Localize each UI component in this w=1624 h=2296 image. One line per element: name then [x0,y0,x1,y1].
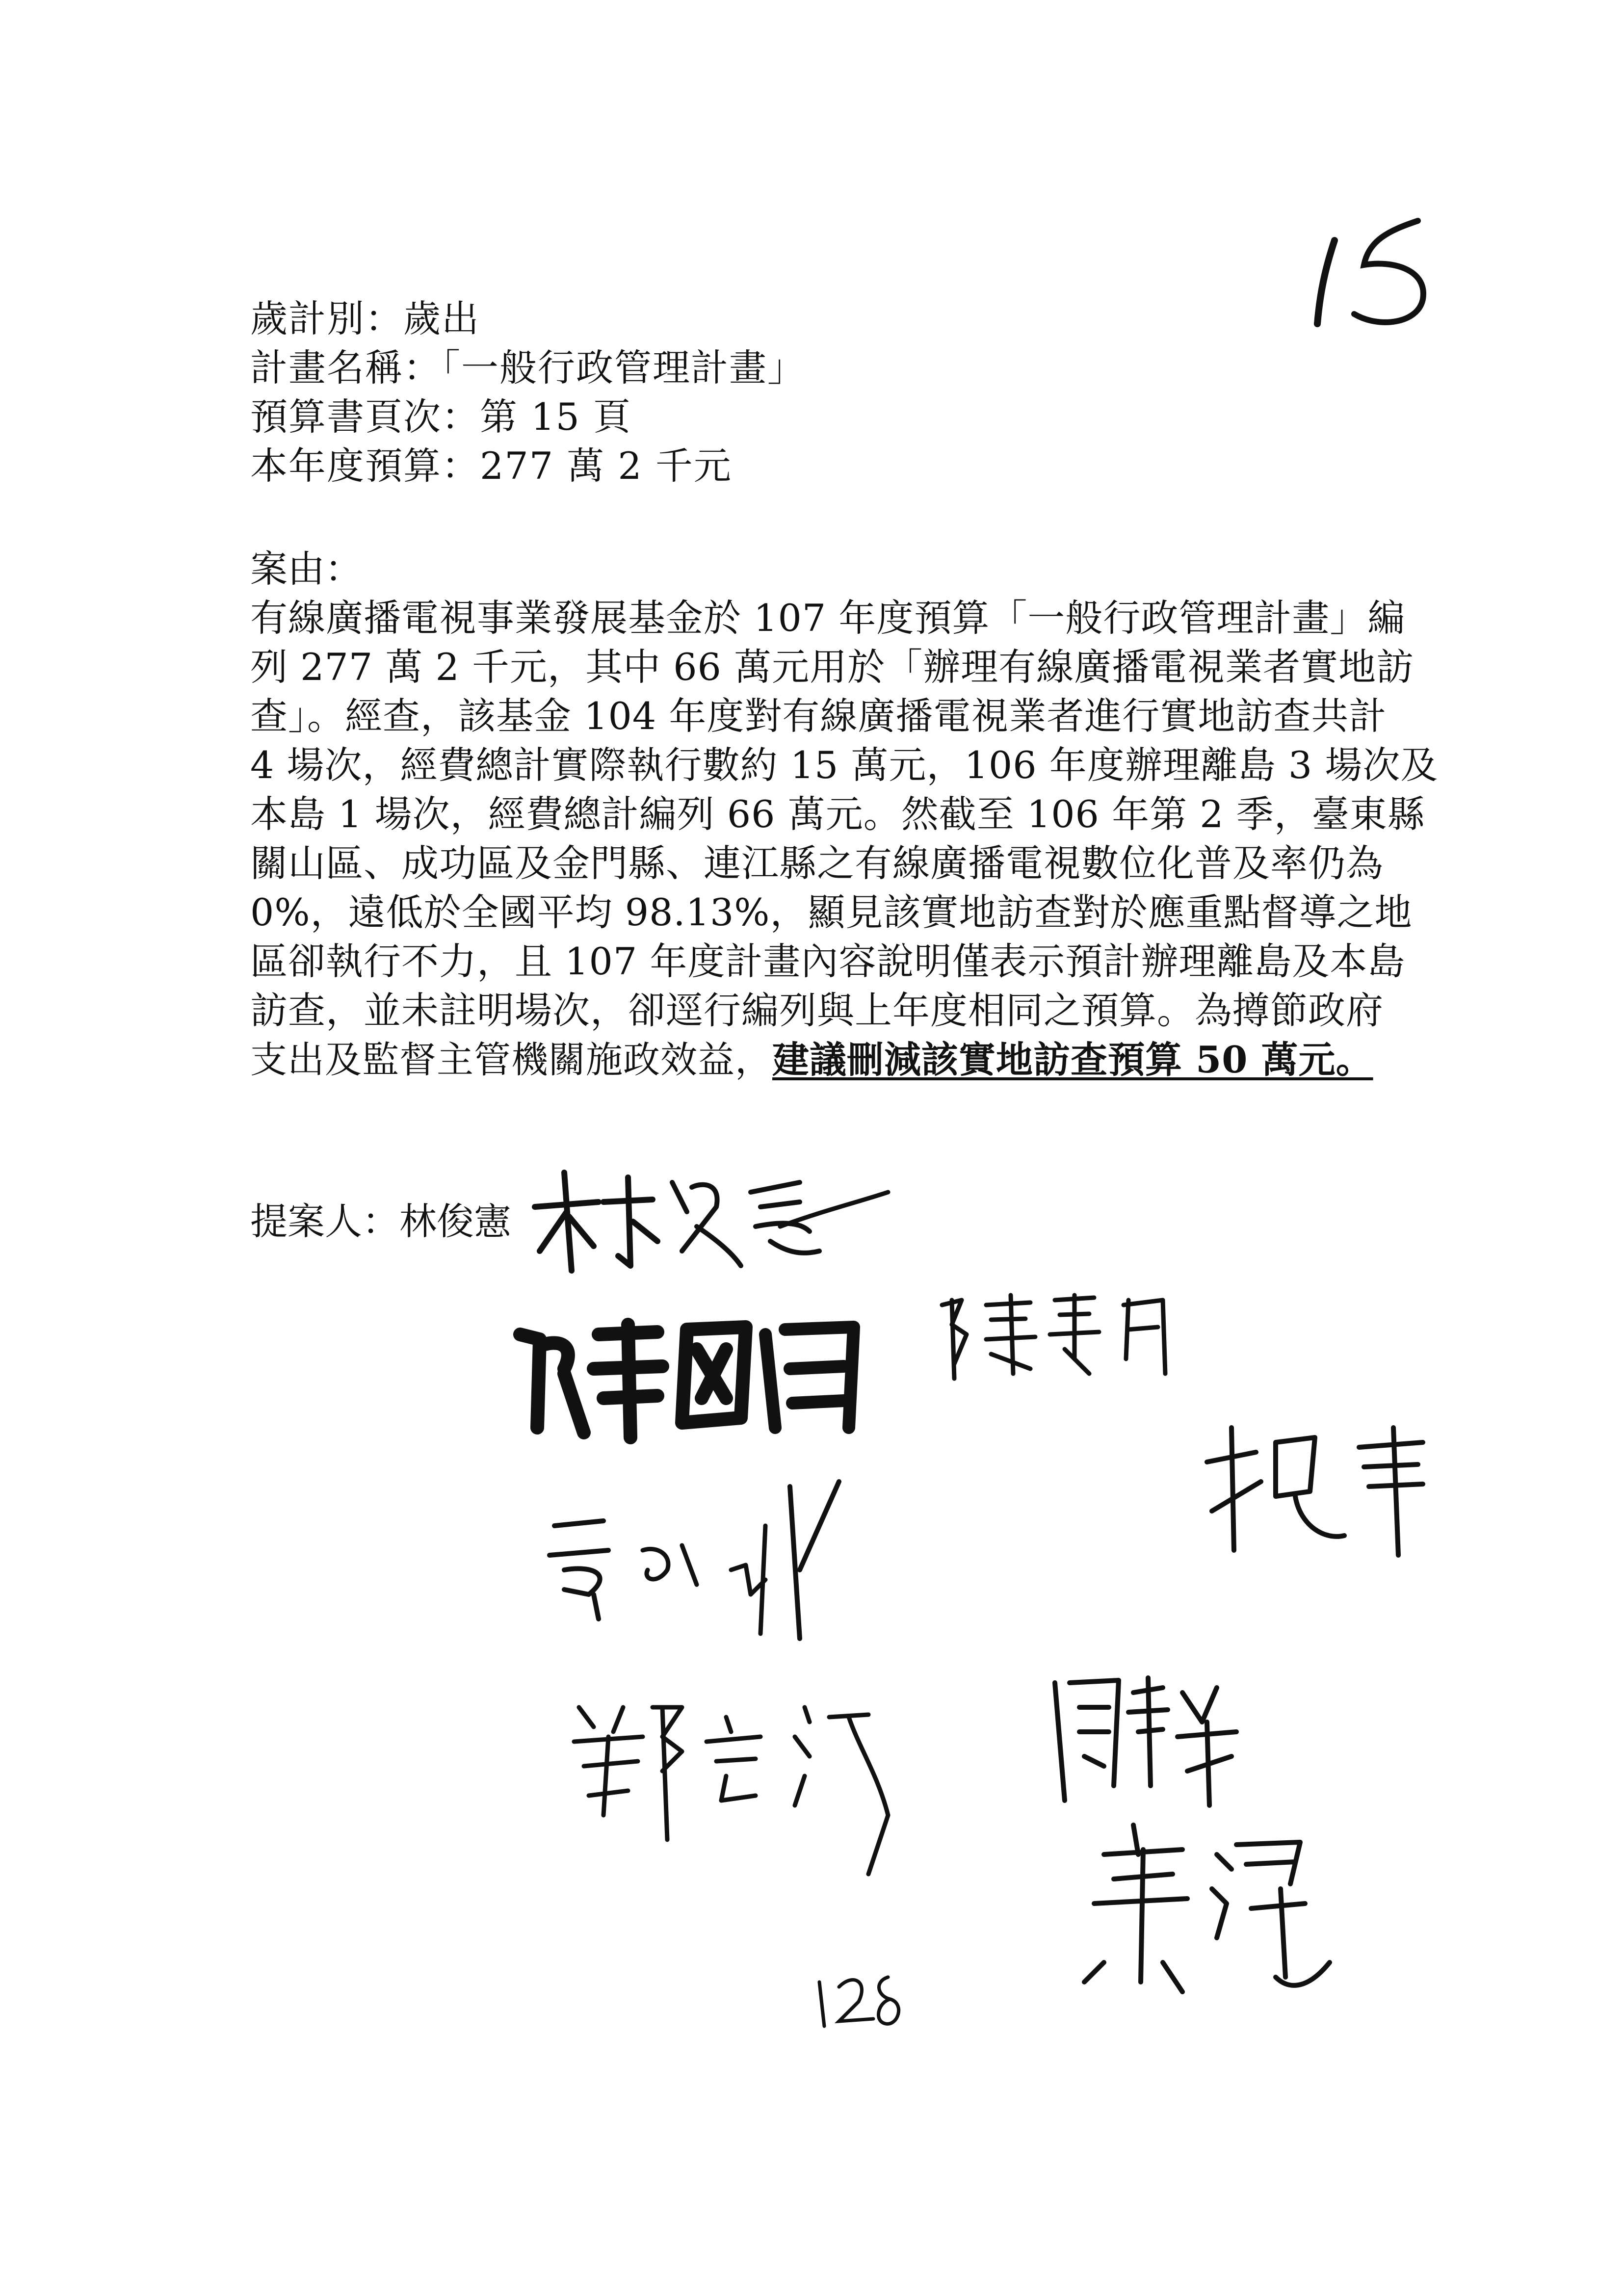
case-line: 本島 1 場次，經費總計編列 66 萬元。然截至 106 年第 2 季，臺東縣 [250,792,1425,836]
proposal-emphasis: 建議刪減該實地訪查預算 50 萬元。 [772,1038,1373,1081]
case-line: 訪查，並未註明場次，卻逕行編列與上年度相同之預算。為撙節政府 [250,989,1384,1032]
cosigner-signature-4 [535,1472,859,1648]
case-line: 查」。經查，該基金 104 年度對有線廣播電視業者進行實地訪查共計 [250,694,1387,738]
case-label: 案由： [250,547,362,591]
case-line: 有線廣播電視事業發展基金於 107 年度預算「一般行政管理計畫」編 [250,596,1406,640]
proposer-signature [525,1153,898,1280]
case-line: 區卻執行不力，且 107 年度計畫內容說明僅表示預計辦理離島及本島 [250,939,1406,983]
cosigner-signature-7 [1074,1815,1349,2011]
case-body [250,594,1439,1084]
case-line: 關山區、成功區及金門縣、連江縣之有線廣播電視數位化普及率仍為 [250,841,1384,885]
case-line-final [250,1035,1384,1084]
cosigner-signature-6 [1040,1663,1256,1810]
bottom-page-mark [810,1962,908,2036]
cosigner-signature-5 [564,1688,937,1884]
proposer-label: 提案人：林俊憲 [250,1200,511,1243]
annual-budget: 本年度預算：277 萬 2 千元 [250,444,732,488]
case-line: 4 場次，經費總計實際執行數約 15 萬元，106 年度辦理離島 3 場次及 [250,743,1439,787]
cosigner-signature-2 [932,1285,1187,1383]
page-number [1305,211,1452,339]
header-block [250,294,806,491]
case-final-text: 支出及監督主管機關施政效益， [250,1038,773,1081]
budget-page: 預算書頁次：第 15 頁 [250,395,632,439]
fiscal-category: 歲計別：歲出 [250,297,480,340]
cosigner-signature-1 [510,1305,864,1442]
cosigner-signature-3 [1197,1413,1452,1560]
plan-name: 計畫名稱：「一般行政管理計畫」 [250,346,806,390]
case-line: 列 277 萬 2 千元，其中 66 萬元用於「辦理有線廣播電視業者實地訪 [250,645,1414,689]
case-line: 0%，遠低於全國平均 98.13%，顯見該實地訪查對於應重點督導之地 [250,890,1413,934]
